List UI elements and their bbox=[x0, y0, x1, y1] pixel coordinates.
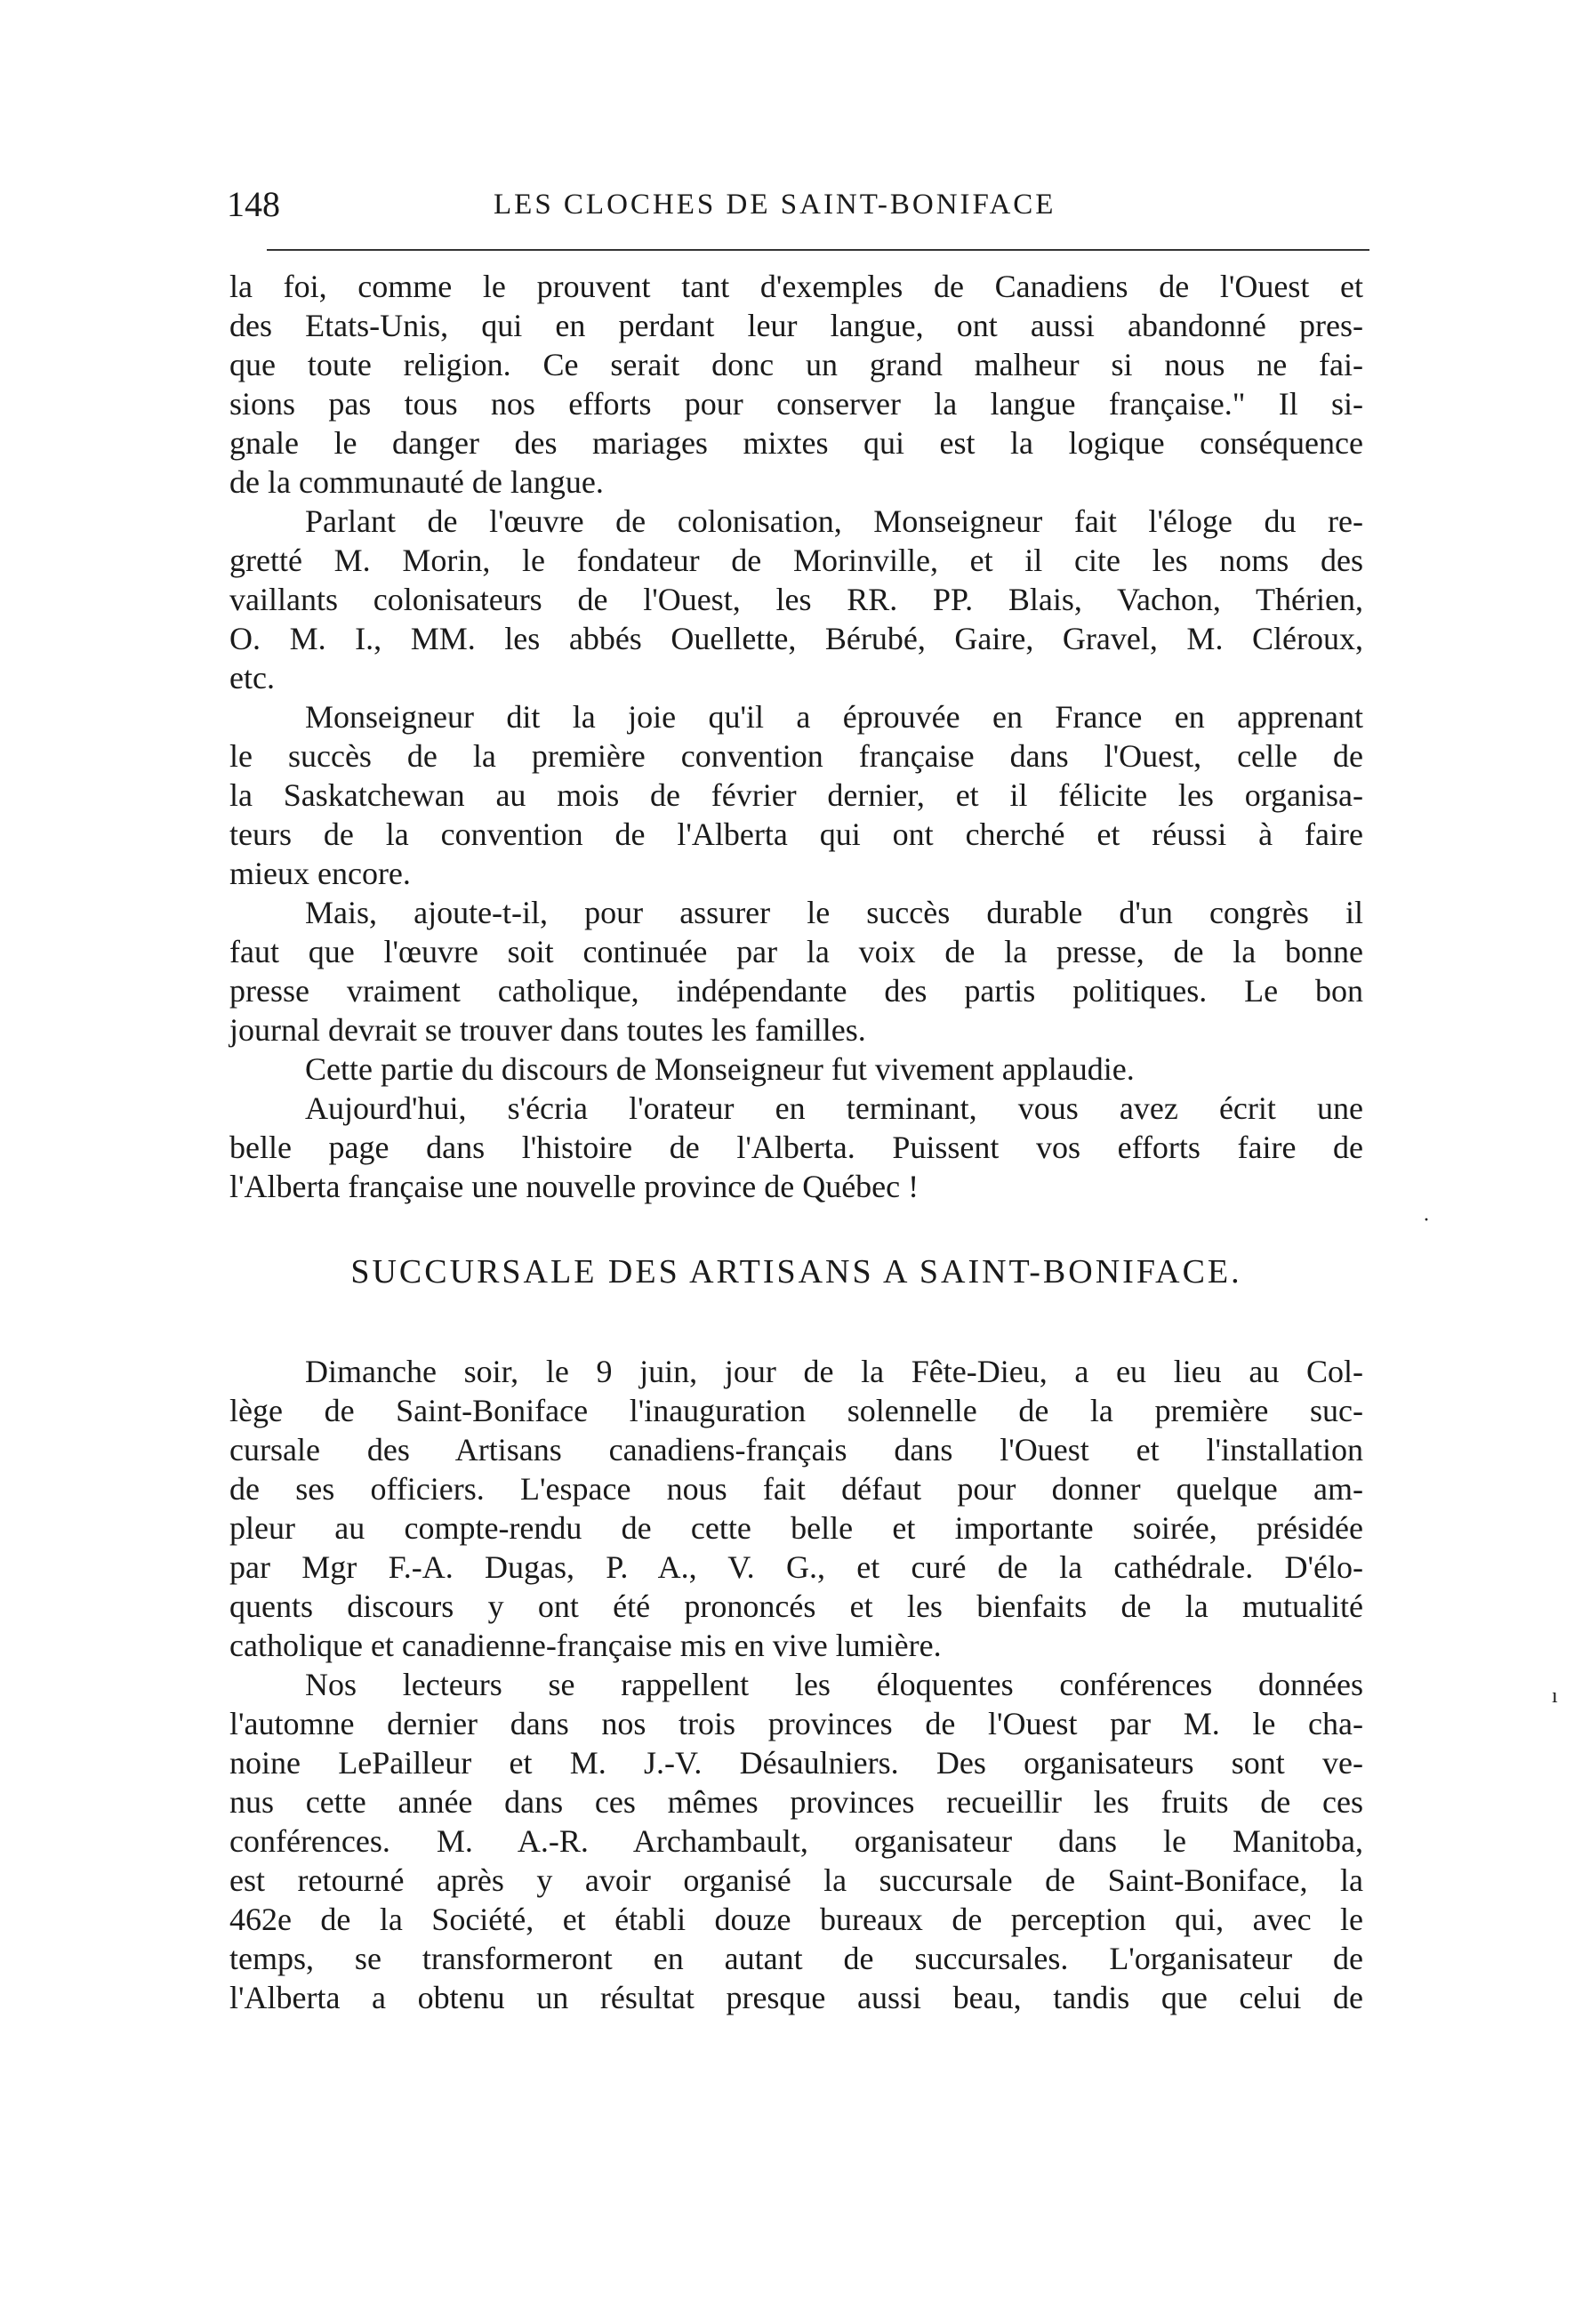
text-line: journal devrait se trouver dans toutes les familles. bbox=[229, 1012, 866, 1048]
text-line: le succès de la première convention française dans l'Ouest, celle de bbox=[229, 738, 1363, 774]
header-rule bbox=[267, 249, 1369, 251]
text-line: est retourné après y avoir organisé la succursale de Saint-Boniface, la bbox=[229, 1862, 1363, 1898]
text-line: mieux encore. bbox=[229, 856, 411, 891]
text-line: Nos lecteurs se rappellent les éloquentes conférences données bbox=[305, 1667, 1363, 1702]
text-line: que toute religion. Ce serait donc un grand malheur si nous ne fai- bbox=[229, 347, 1363, 382]
text-line: l'Alberta a obtenu un résultat presque aussi beau, tandis que celui de bbox=[229, 1980, 1363, 2015]
text-line: de la communauté de langue. bbox=[229, 464, 604, 500]
text-line: Parlant de l'œuvre de colonisation, Monseigneur fait l'éloge du re- bbox=[305, 503, 1363, 539]
text-line: presse vraiment catholique, indépendante des partis politiques. Le bon bbox=[229, 973, 1363, 1009]
text-line: sions pas tous nos efforts pour conserver la langue française." Il si- bbox=[229, 386, 1363, 422]
text-line: O. M. I., MM. les abbés Ouellette, Bérubé, Gaire, Gravel, M. Cléroux, bbox=[229, 621, 1363, 656]
section-heading: SUCCURSALE DES ARTISANS A SAINT-BONIFACE. bbox=[350, 1253, 1242, 1291]
text-line: pleur au compte-rendu de cette belle et importante soirée, présidée bbox=[229, 1510, 1363, 1546]
text-line: belle page dans l'histoire de l'Alberta. Puissent vos efforts faire de bbox=[229, 1130, 1363, 1165]
text-line: conférences. M. A.-R. Archambault, organisateur dans le Manitoba, bbox=[229, 1823, 1363, 1859]
text-line: faut que l'œuvre soit continuée par la voix de la presse, de la bonne bbox=[229, 934, 1363, 969]
text-line: cursale des Artisans canadiens-français dans l'Ouest et l'installation bbox=[229, 1432, 1363, 1468]
page-number: 148 bbox=[227, 184, 280, 224]
text-line: l'automne dernier dans nos trois provinces de l'Ouest par M. le cha- bbox=[229, 1706, 1363, 1741]
text-line: Mais, ajoute-t-il, pour assurer le succès durable d'un congrès il bbox=[305, 895, 1363, 930]
body-text-top bbox=[229, 267, 1363, 1206]
text-line: noine LePailleur et M. J.-V. Désaulniers. Des organisateurs sont ve- bbox=[229, 1745, 1363, 1781]
text-line: gnale le danger des mariages mixtes qui est la logique conséquence bbox=[229, 425, 1363, 461]
text-line: par Mgr F.-A. Dugas, P. A., V. G., et curé de la cathédrale. D'élo- bbox=[229, 1549, 1363, 1585]
text-line: Dimanche soir, le 9 juin, jour de la Fête-Dieu, a eu lieu au Col- bbox=[305, 1354, 1363, 1389]
text-line: quents discours y ont été prononcés et les bienfaits de la mutualité bbox=[229, 1588, 1363, 1624]
text-line: catholique et canadienne-française mis en vive lumière. bbox=[229, 1628, 942, 1663]
running-head bbox=[227, 178, 1361, 231]
text-line: des Etats-Unis, qui en perdant leur langue, ont aussi abandonné pres- bbox=[229, 308, 1363, 343]
text-line: l'Alberta française une nouvelle province de Québec ! bbox=[229, 1169, 920, 1204]
text-line: etc. bbox=[229, 660, 275, 696]
text-line: gretté M. Morin, le fondateur de Morinville, et il cite les noms des bbox=[229, 543, 1363, 578]
text-line: Aujourd'hui, s'écria l'orateur en terminant, vous avez écrit une bbox=[305, 1090, 1363, 1126]
text-line: Cette partie du discours de Monseigneur fut vivement applaudie. bbox=[305, 1051, 1135, 1087]
margin-speck: ı bbox=[1552, 1685, 1558, 1708]
text-line: la foi, comme le prouvent tant d'exemples de Canadiens de l'Ouest et bbox=[229, 269, 1363, 304]
text-line: teurs de la convention de l'Alberta qui ont cherché et réussi à faire bbox=[229, 816, 1363, 852]
body-text-section bbox=[229, 1352, 1363, 2017]
running-title: LES CLOCHES DE SAINT-BONIFACE bbox=[494, 189, 1056, 221]
text-line: vaillants colonisateurs de l'Ouest, les RR. PP. Blais, Vachon, Thérien, bbox=[229, 582, 1363, 617]
text-line: la Saskatchewan au mois de février dernier, et il félicite les organisa- bbox=[229, 777, 1363, 813]
text-line: lège de Saint-Boniface l'inauguration solennelle de la première suc- bbox=[229, 1393, 1363, 1428]
text-line: de ses officiers. L'espace nous fait défaut pour donner quelque am- bbox=[229, 1471, 1363, 1507]
margin-speck: · bbox=[1423, 1209, 1430, 1232]
text-line: Monseigneur dit la joie qu'il a éprouvée en France en apprenant bbox=[305, 699, 1363, 735]
text-line: nus cette année dans ces mêmes provinces recueillir les fruits de ces bbox=[229, 1784, 1363, 1820]
text-line: 462e de la Société, et établi douze bureaux de perception qui, avec le bbox=[229, 1902, 1363, 1937]
text-line: temps, se transformeront en autant de succursales. L'organisateur de bbox=[229, 1941, 1363, 1976]
